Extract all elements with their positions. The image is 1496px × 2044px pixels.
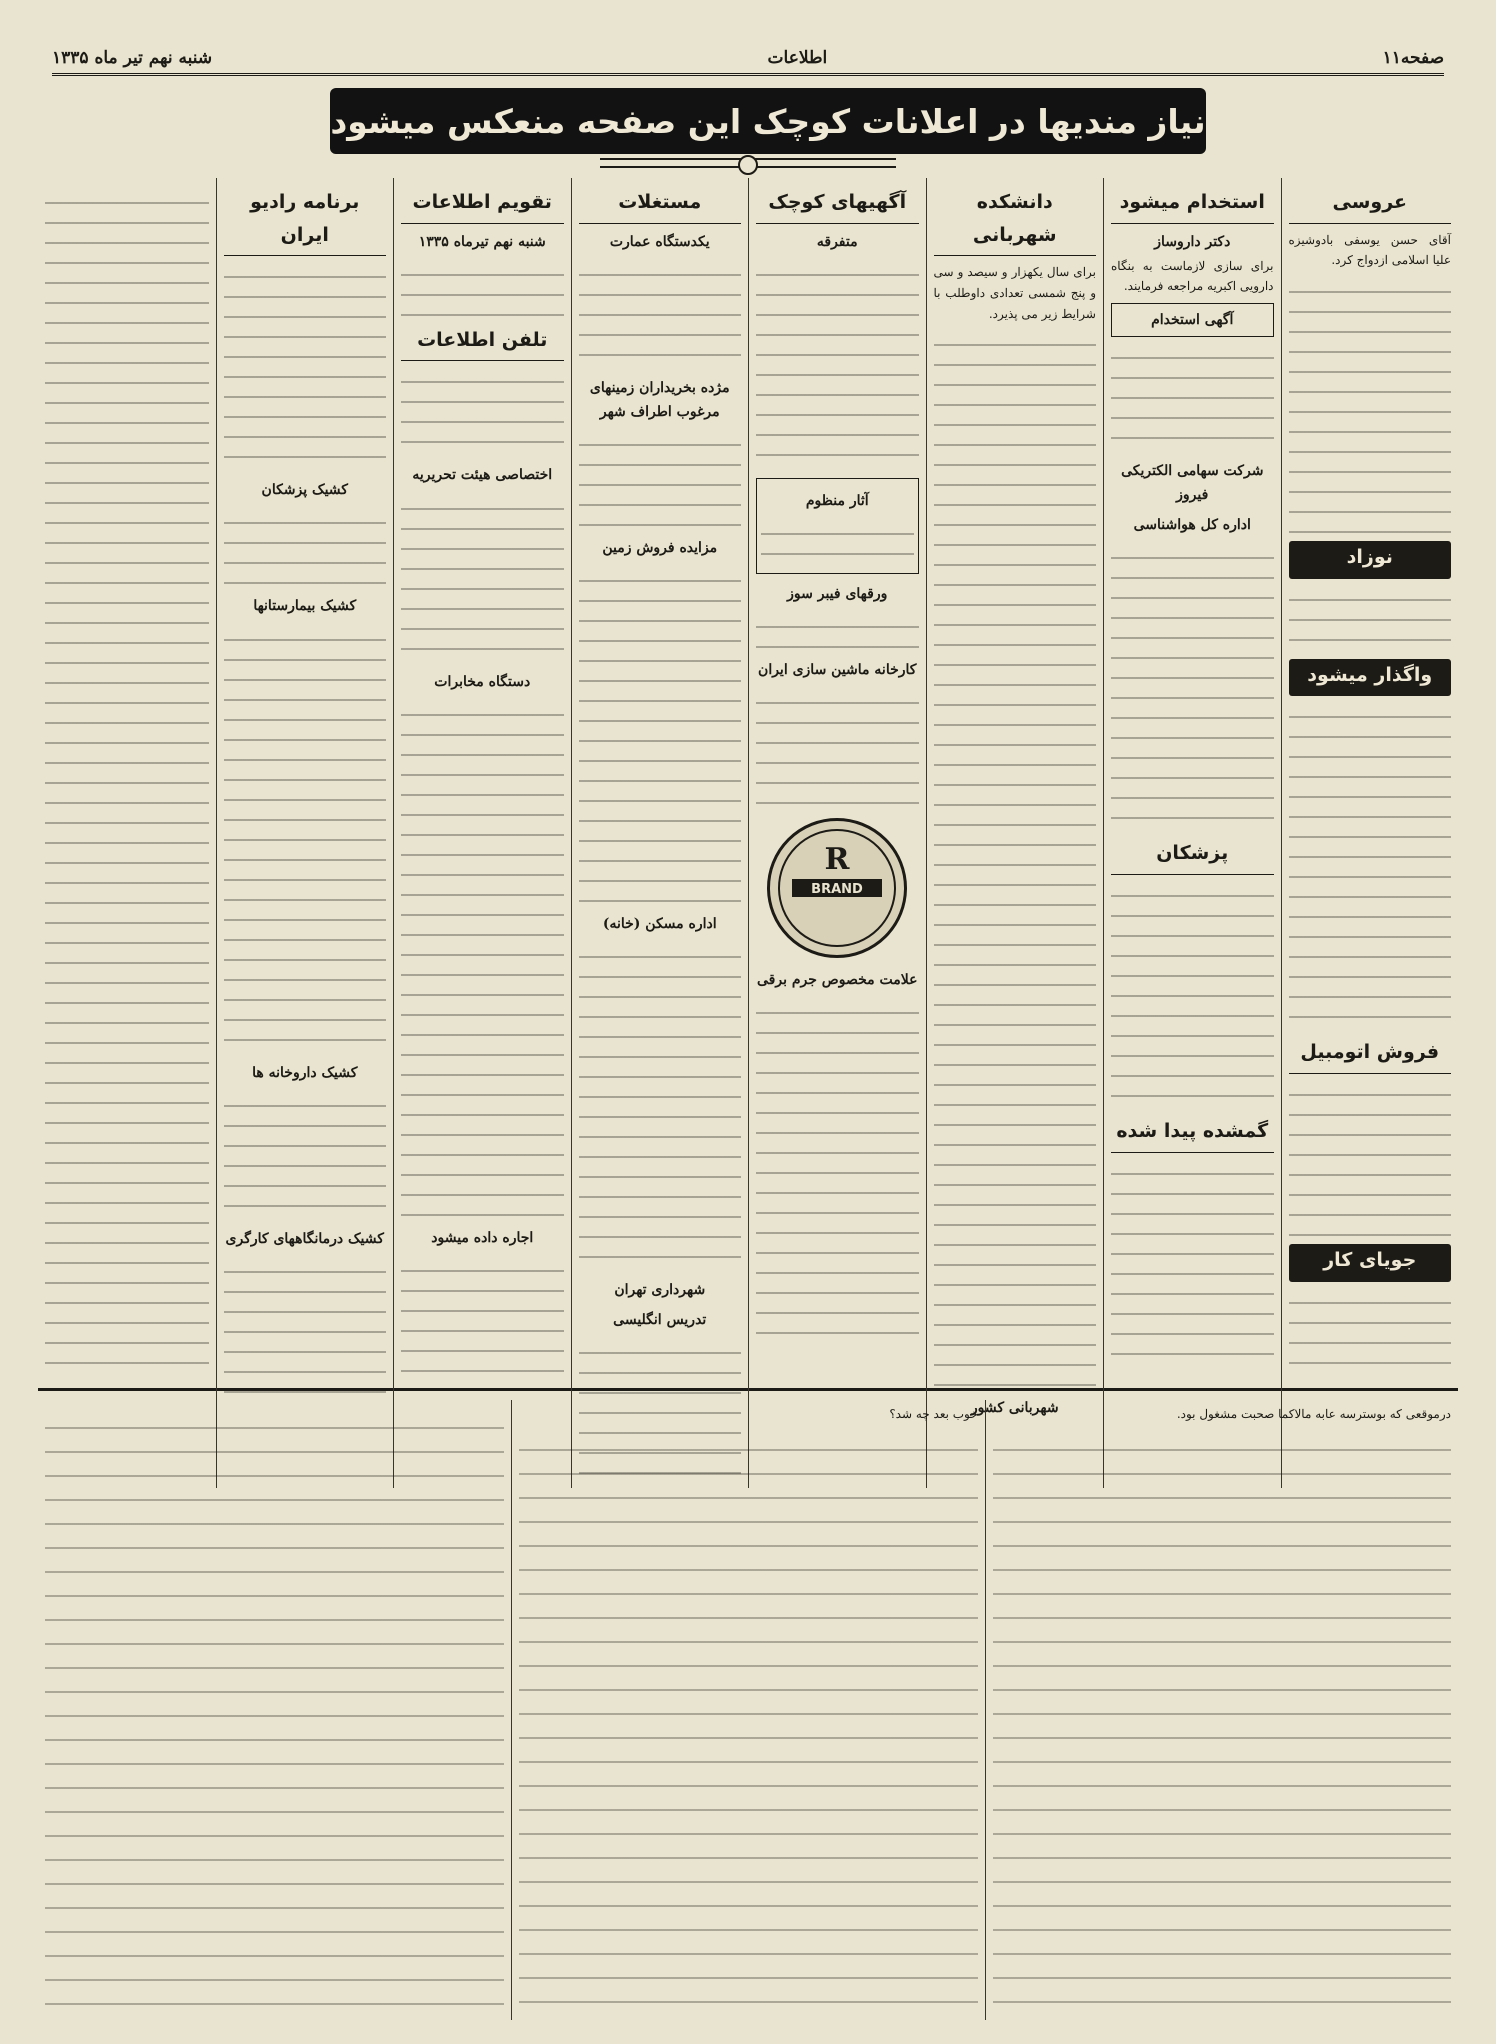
column-4 bbox=[748, 178, 926, 1488]
poetry-box bbox=[756, 478, 919, 574]
text-block bbox=[45, 1410, 504, 2010]
column-7 bbox=[216, 178, 394, 1488]
text-block bbox=[224, 625, 387, 1055]
ad-title-machinery: کارخانه ماشین سازی ایران bbox=[758, 661, 917, 678]
section-heading-hiring: استخدام میشود bbox=[1111, 186, 1274, 224]
section-heading-doctors-on-call: کشیک پزشکان bbox=[261, 482, 348, 499]
text-block bbox=[761, 519, 914, 569]
text-block bbox=[224, 508, 387, 588]
column-1 bbox=[1281, 178, 1459, 1488]
page-banner: نیاز مندیها در اعلانات کوچک این صفحه منعکس میشود bbox=[330, 88, 1206, 154]
text-block bbox=[401, 1256, 564, 1386]
text-block bbox=[401, 367, 564, 457]
paper-name: اطلاعات bbox=[767, 47, 828, 68]
page-header bbox=[52, 42, 1444, 76]
story-column-3 bbox=[38, 1400, 511, 2020]
ad-title-firouz-company: شرکت سهامی الکتریکی فیروز bbox=[1121, 463, 1264, 504]
ad-title-for-rent: اجاره داده میشود bbox=[431, 1229, 534, 1246]
text-block bbox=[401, 260, 564, 320]
police-college-footer: شهربانی کشور bbox=[970, 1400, 1059, 1417]
text-block bbox=[993, 1432, 1451, 2012]
section-heading-job-seeker: جویای کار bbox=[1289, 1244, 1452, 1282]
story-column-1 bbox=[985, 1400, 1458, 2020]
ad-title-meteorology: اداره کل هواشناسی bbox=[1133, 517, 1251, 534]
text-block bbox=[519, 1432, 977, 2012]
section-heading-car-sale: فروش اتومبیل bbox=[1289, 1036, 1452, 1074]
section-heading-newborn: نوزاد bbox=[1289, 541, 1452, 579]
ad-text-pharmacist: برای سازی لازماست به بنگاه دارویی اکبریه مراجعه فرمایند. bbox=[1111, 258, 1274, 294]
section-heading-hospitals-on-call: کشیک بیمارستانها bbox=[253, 598, 357, 615]
text-block bbox=[224, 262, 387, 472]
story-column-2 bbox=[511, 1400, 984, 2020]
text-block bbox=[579, 942, 742, 1272]
ad-title-fiber-sheets: ورقهای فیبر سوز bbox=[787, 585, 888, 602]
brand-logo-graphic bbox=[770, 821, 904, 955]
ornament-divider bbox=[600, 158, 896, 168]
story-line: خوب بعد چه شد؟ bbox=[889, 1407, 978, 1421]
ad-title-land-buyers: مژده بخریداران زمینهای مرغوب اطراف شهر bbox=[589, 379, 730, 420]
police-college-text: برای سال یکهزار و سیصد و سی و پنج شمسی تعدادی داوطلب با شرایط زیر می پذیرد. bbox=[933, 265, 1096, 321]
page-number: صفحه۱۱ bbox=[1382, 47, 1444, 68]
section-heading-doctors: پزشکان bbox=[1111, 837, 1274, 875]
column-6 bbox=[393, 178, 571, 1488]
calendar-date: شنبه نهم تیرماه ۱۳۳۵ bbox=[418, 233, 546, 250]
ad-title-electric-mark: علامت مخصوص جرم برقی bbox=[757, 971, 918, 988]
section-heading-clinics-on-call: کشیک درمانگاههای کارگری bbox=[225, 1230, 384, 1247]
section-heading-calendar: تقویم اطلاعات bbox=[401, 186, 564, 224]
ad-title-housing-office: اداره مسکن (خانه) bbox=[602, 915, 717, 932]
text-block bbox=[1289, 1288, 1452, 1368]
text-block bbox=[756, 998, 919, 1338]
text-block bbox=[401, 700, 564, 1220]
text-block bbox=[1289, 277, 1452, 537]
text-block bbox=[1111, 543, 1274, 833]
text-block bbox=[579, 566, 742, 906]
column-5 bbox=[571, 178, 749, 1488]
section-heading-lost-found: گمشده پیدا شده bbox=[1111, 1115, 1274, 1153]
text-block bbox=[1111, 1159, 1274, 1359]
text-block bbox=[1111, 881, 1274, 1111]
section-heading-police-college: دانشکده شهربانی bbox=[934, 186, 1097, 256]
section-heading-transfer: واگذار میشود bbox=[1289, 659, 1452, 697]
svg-text:R: R bbox=[824, 841, 850, 877]
column-2 bbox=[1103, 178, 1281, 1488]
brand-logo-label: BRAND bbox=[811, 881, 864, 897]
section-heading-wedding: عروسی bbox=[1289, 186, 1452, 224]
ad-title-municipality: شهرداری تهران bbox=[614, 1282, 706, 1299]
text-block bbox=[1289, 1080, 1452, 1240]
story-opening: درموقعی که بوسترسه عابه مالاکما صحبت مشغول بود. bbox=[1176, 1407, 1451, 1421]
section-heading-phones: تلفن اطلاعات bbox=[401, 324, 564, 362]
text-block bbox=[756, 260, 919, 470]
text-block bbox=[45, 188, 209, 1378]
text-block bbox=[401, 494, 564, 664]
ad-title-building: یکدستگاه عمارت bbox=[609, 233, 710, 250]
serial-story bbox=[38, 1400, 1458, 2020]
section-heading-real-estate: مستغلات bbox=[579, 186, 742, 224]
ad-title-telecom: دستگاه مخابرات bbox=[434, 673, 531, 690]
section-heading-pharmacies-on-call: کشیک داروخانه ها bbox=[252, 1064, 358, 1081]
ad-title-misc: متفرقه bbox=[816, 233, 858, 250]
wedding-notice: آقای حسن یوسفی بادوشیزه علیا اسلامی ازدواج کرد. bbox=[1288, 232, 1451, 268]
section-heading-radio: برنامه رادیو ایران bbox=[224, 186, 387, 256]
ad-title-hiring-notice: آگهی استخدام bbox=[1111, 303, 1274, 337]
column-8 bbox=[38, 178, 216, 1488]
column-3 bbox=[926, 178, 1104, 1488]
ad-title-poetry: آثار منظوم bbox=[805, 492, 869, 509]
text-block bbox=[1289, 702, 1452, 1032]
brand-logo bbox=[767, 818, 907, 958]
section-heading-small-ads: آگهیهای کوچک bbox=[756, 186, 919, 224]
ad-title-land-auction: مزایده فروش زمین bbox=[602, 539, 718, 556]
text-block bbox=[224, 1091, 387, 1221]
text-block bbox=[756, 612, 919, 652]
text-block bbox=[934, 330, 1097, 1390]
text-block bbox=[1111, 343, 1274, 453]
phones-editorial: اختصاصی هیئت تحریریه bbox=[412, 467, 553, 484]
ad-title-pharmacist: دکتر داروساز bbox=[1154, 233, 1231, 250]
text-block bbox=[579, 260, 742, 370]
text-block bbox=[756, 688, 919, 808]
text-block bbox=[579, 430, 742, 530]
ad-title-english-lessons: تدریس انگلیسی bbox=[613, 1312, 707, 1329]
text-block bbox=[1289, 585, 1452, 655]
issue-date: شنبه نهم تیر ماه ۱۳۳۵ bbox=[52, 47, 213, 68]
text-block bbox=[224, 1257, 387, 1407]
